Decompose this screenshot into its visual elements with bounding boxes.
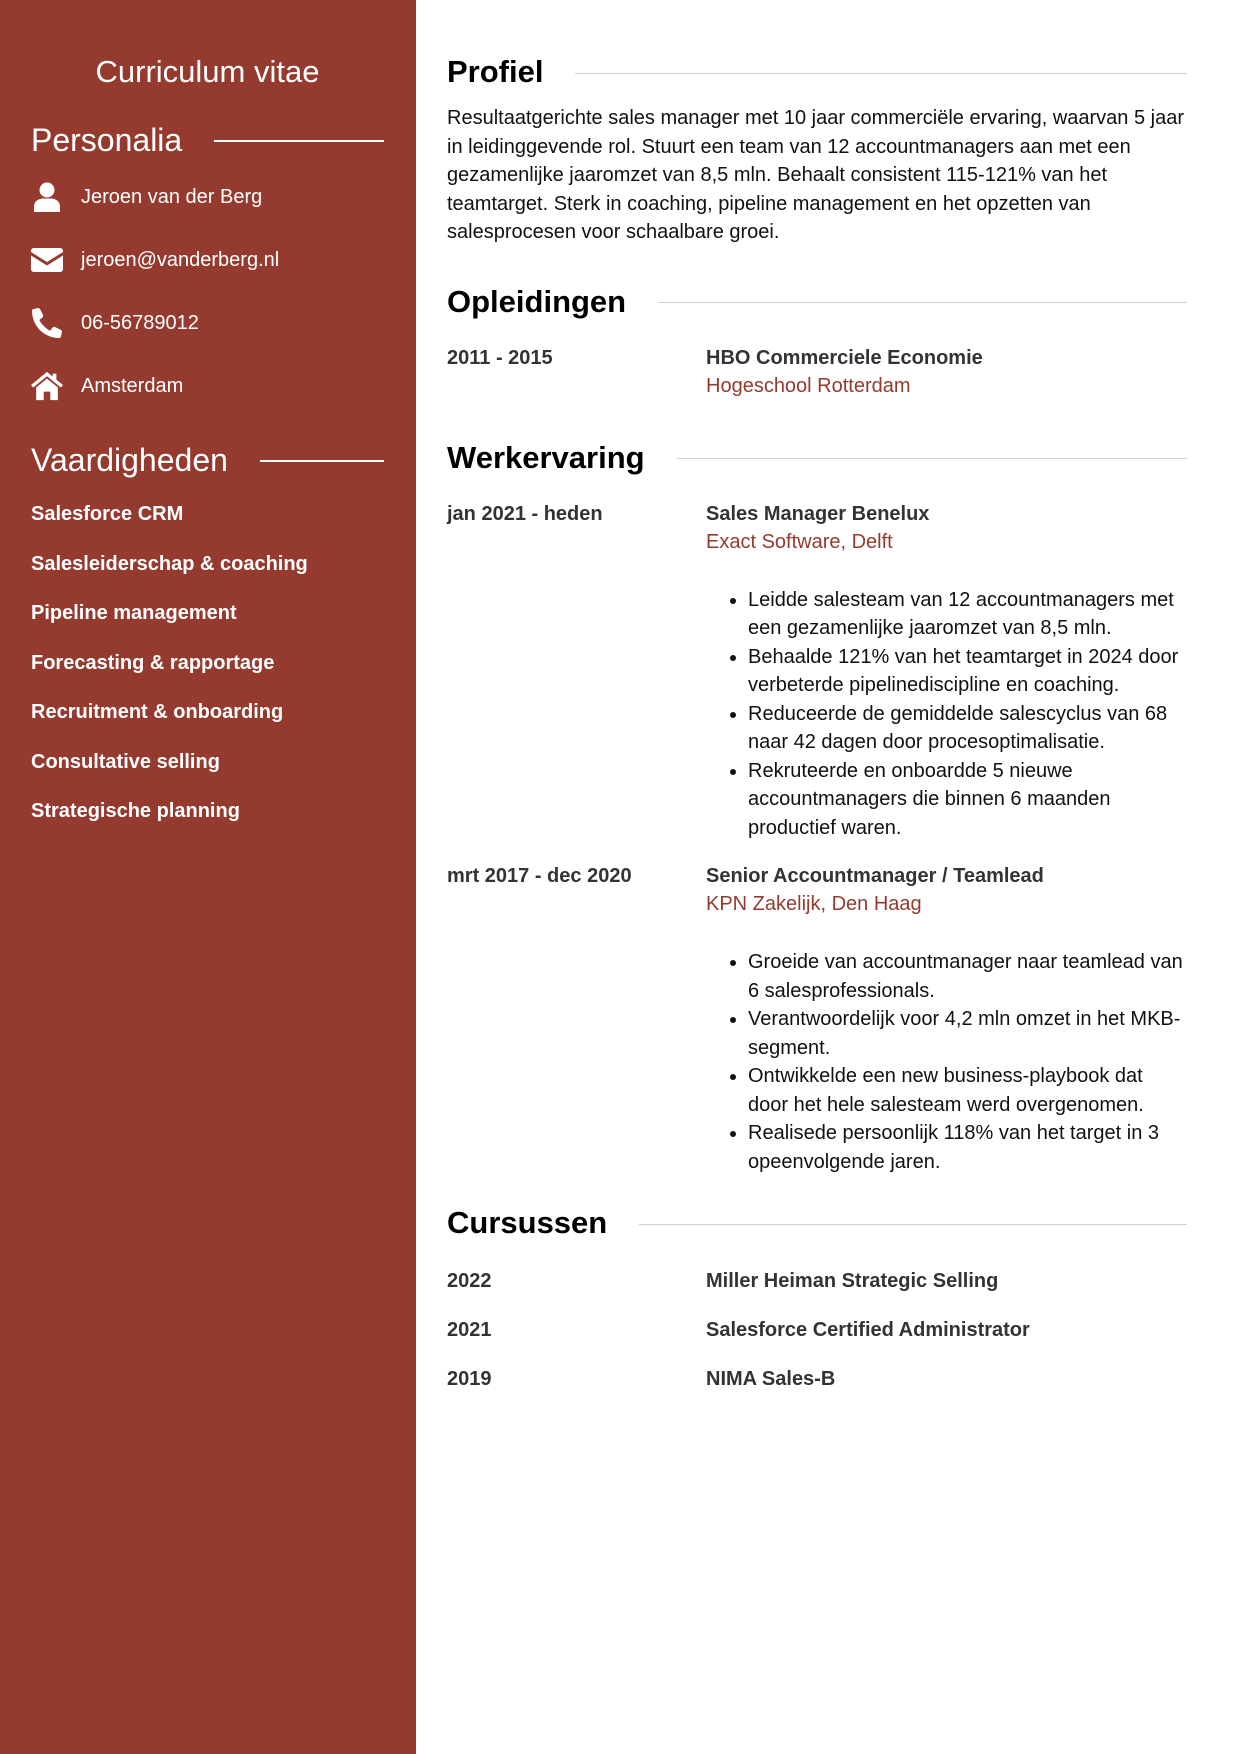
contact-email[interactable] [31,243,384,277]
education-body [706,344,1187,400]
heading-divider [658,302,1187,303]
document-title: Curriculum vitae [95,54,320,89]
heading-divider [575,73,1187,74]
job-achievements [706,948,1187,1176]
achievement-item: • Leidde salesteam van 12 accountmanagers met een gezamenlijke jaaromzet van 8,5 mln. [748,586,1187,643]
skill-item: Recruitment & onboarding [31,701,284,723]
heading-divider [214,140,384,142]
contact-name-text: Jeroen van der Berg [81,185,263,208]
heading-divider [677,458,1187,459]
profile-heading-label: Profiel [447,54,544,89]
achievement-item: • Rekruteerde en onboardde 5 nieuwe accountmanagers die binnen 6 maanden productief waren. [748,757,1187,843]
contact-phone[interactable] [31,306,384,340]
course-entry [447,1365,1187,1393]
job-title: Sales Manager Benelux [706,502,930,525]
achievement-item: • Ontwikkelde een new business-playbook dat door het hele salesteam werd overgenomen. [748,1062,1187,1119]
education-institution: Hogeschool Rotterdam [706,374,911,397]
envelope-icon [31,244,63,276]
skills-heading [31,440,384,480]
course-entry [447,1267,1187,1295]
course-name: Salesforce Certified Administrator [706,1319,1030,1341]
skill-item: Consultative selling [31,750,220,773]
achievement-item: • Verantwoordelijk voor 4,2 mln omzet in het MKB-segment. [748,1005,1187,1062]
job-title: Senior Accountmanager / Teamlead [706,865,1044,887]
achievement-item: • Behaalde 121% van het teamtarget in 2024 door verbeterde pipelinediscipline en coaching. [748,643,1187,700]
skill-item: Salesleiderschap & coaching [31,552,308,575]
profile-heading [447,54,1187,90]
phone-icon [31,307,63,339]
contact-phone-text[interactable]: 06-56789012 [81,311,199,334]
education-heading-label: Opleidingen [447,283,627,319]
contact-location [31,369,384,403]
skills-heading-label: Vaardigheden [31,442,228,478]
course-entry [447,1316,1187,1344]
experience-entry [447,862,1187,1176]
experience-date: jan 2021 - heden [447,502,603,525]
education-title: HBO Commerciele Economie [706,346,983,369]
skill-item: Pipeline management [31,602,237,624]
experience-date: mrt 2017 - dec 2020 [447,865,632,887]
job-company: KPN Zakelijk, Den Haag [706,893,922,915]
experience-body [706,500,1187,843]
achievement-item: • Groeide van accountmanager naar teamlead van 6 salesprofessionals. [748,948,1187,1005]
education-heading [447,284,1187,320]
main-content [447,0,1187,1393]
job-company: Exact Software, Delft [706,530,893,553]
courses-heading-label: Cursussen [447,1205,608,1240]
course-year: 2021 [447,1319,492,1341]
achievement-item: • Reduceerde de gemiddelde salescyclus van 68 naar 42 dagen door procesoptimalisatie. [748,700,1187,757]
user-icon [31,181,63,213]
course-year: 2019 [447,1368,492,1390]
contact-name [31,180,384,214]
skill-item: Forecasting & rapportage [31,651,275,674]
achievement-item: • Realisede persoonlijk 118% van het target in 3 opeenvolgende jaren. [748,1119,1187,1176]
home-icon [31,370,63,402]
course-year: 2022 [447,1270,492,1292]
profile-text: Resultaatgerichte sales manager met 10 jaar commerciële ervaring, waarvan 5 jaar in leidinggevende rol. Stuurt een team van 12 accountmanagers aan met een gezamenlijke jaaromzet van 8,5 mln. Behaalt consistent 115-121% van het teamtarget. Sterk in coaching, pipeline management en het opzetten van salesprocesen voor schaalbare groei. [447,107,1185,243]
experience-body [706,862,1187,1176]
contact-list [31,180,384,403]
heading-divider [639,1224,1187,1225]
skill-item: Salesforce CRM [31,503,184,525]
skill-item: Strategische planning [31,800,240,822]
personalia-heading-label: Personalia [31,122,183,158]
heading-divider [260,460,384,462]
job-achievements [706,586,1187,843]
skills-list [31,502,384,823]
education-date: 2011 - 2015 [447,346,553,369]
personalia-heading [31,120,384,160]
contact-location-text: Amsterdam [81,374,184,397]
education-entry [447,344,1187,400]
sidebar [0,0,416,1754]
contact-email-text[interactable]: jeroen@vanderberg.nl [81,248,280,271]
experience-heading [447,440,1187,476]
course-name: Miller Heiman Strategic Selling [706,1270,999,1292]
courses-heading [447,1205,1187,1241]
course-name: NIMA Sales-B [706,1368,836,1390]
experience-entry [447,500,1187,843]
experience-heading-label: Werkervaring [447,439,645,475]
